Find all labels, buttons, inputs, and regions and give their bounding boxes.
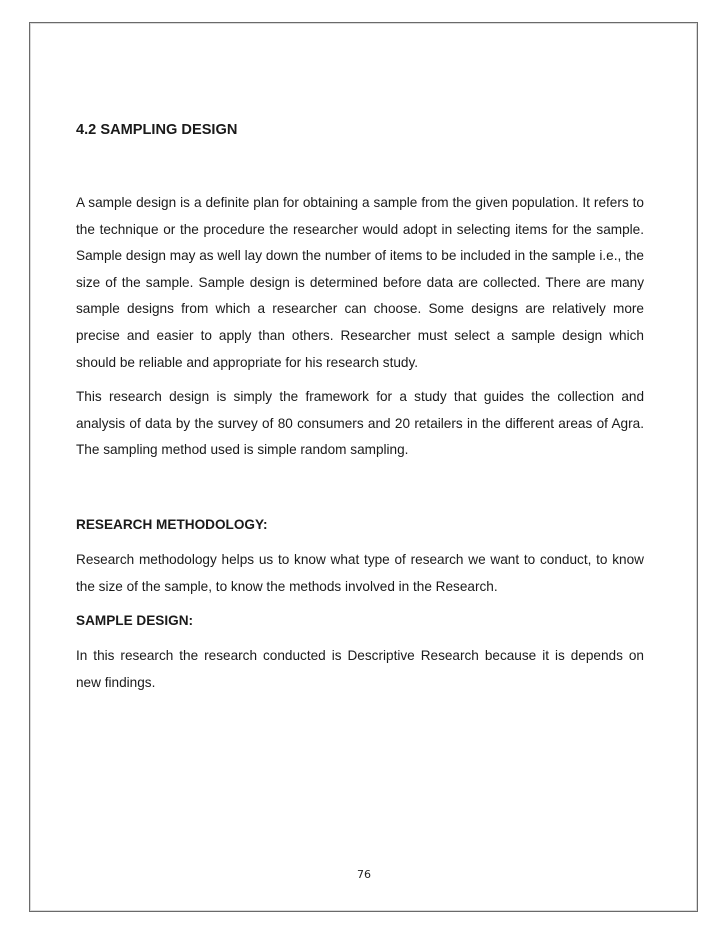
research-methodology-text: Research methodology helps us to know what type of research we want to conduct, to know the size of the sample, to know the methods involved in the Research. [76,551,644,594]
research-methodology-heading: RESEARCH METHODOLOGY: [76,516,268,532]
page-number: 76 [357,868,371,881]
sample-design-heading: SAMPLE DESIGN: [76,613,194,629]
spacer [76,472,644,512]
section-title: 4.2 SAMPLING DESIGN [76,122,238,138]
paragraph-research-design: This research design is simply the framework for a study that guides the collection and analysis of data by the survey of 80 consumers and 20 retailers in the different areas of Agra. The sampling method used is simple random sampling. [76,389,644,458]
paragraph-sample-design-definition: A sample design is a definite plan for obtaining a sample from the given population. It refers to the technique or the procedure the researcher would adopt in selecting items for the sample. Sample design may as well lay down the number of items to be included in the sample i.e., the size of the sample. Sample design is determined before data are collected. There are many sample designs from which a researcher can choose. Some designs are relatively more precise and easier to apply than others. Researcher must select a sample design which should be reliable and appropriate for his research study. [76,195,644,370]
sample-design-text: In this research the research conducted is Descriptive Research because it is depends on new findings. [76,648,644,690]
page-content [76,118,644,704]
